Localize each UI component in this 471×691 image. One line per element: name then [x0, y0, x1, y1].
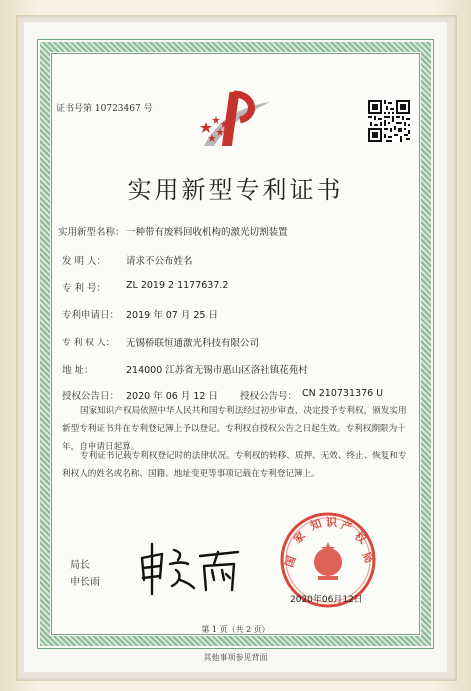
field-value-address: 214000 江苏省无锡市惠山区洛社镇花苑村	[126, 365, 308, 376]
field-label-application-date: 专利申请日：	[62, 310, 120, 321]
field-label-address: 地 址：	[62, 365, 94, 376]
grant-date-label: 授权公告日：	[62, 391, 120, 402]
field-label-patent-number: 专 利 号：	[62, 283, 107, 294]
svg-text:知: 知	[308, 516, 324, 533]
field-label-utility-model-name: 实用新型名称：	[58, 227, 125, 238]
director-title: 局长	[70, 560, 90, 571]
field-value-utility-model-name: 一种带有废料回收机构的激光切割装置	[126, 227, 288, 238]
cert-no-label: 证书号第	[56, 104, 93, 114]
cert-no-suffix: 号	[143, 104, 153, 114]
field-label-patentee: 专 利 权 人：	[62, 338, 115, 348]
director-name: 申长雨	[70, 577, 100, 588]
cert-no-value: 10723467	[94, 104, 141, 114]
field-value-patent-number: ZL 2019 2 1177637.2	[126, 280, 229, 291]
page-indicator: 第 1 页（共 2 页）	[201, 625, 270, 634]
footer-note: 其他事项参见背面	[203, 653, 268, 662]
director-signature	[134, 540, 246, 596]
grant-date-value: 2020 年 06 月 12 日	[126, 391, 218, 402]
svg-text:局: 局	[359, 549, 376, 566]
svg-text:识: 识	[326, 516, 337, 529]
certificate-paragraph-1: 国家知识产权局依照中华人民共和国专利法经过初步审查，决定授予专利权，颁发实用新型专利证书并在专利登记簿上予以登记。专利权自授权公告之日起生效。专利权期限为十年，自申请日起算。	[62, 406, 407, 452]
svg-text:产: 产	[339, 518, 354, 535]
document-title: 实用新型专利证书	[127, 176, 344, 204]
field-label-inventor: 发 明 人：	[62, 256, 107, 267]
field-value-inventor: 请求不公布姓名	[126, 256, 193, 267]
certificate-number	[56, 101, 153, 114]
cnipa-logo-icon	[196, 88, 274, 150]
svg-text:权: 权	[352, 529, 369, 547]
grant-number-label: 授权公告号：	[240, 391, 298, 402]
svg-text:国: 国	[282, 554, 299, 570]
field-value-patentee: 无锡桥联恒通激光科技有限公司	[126, 338, 260, 349]
certificate-paragraph-2: 专利证书记载专利权登记时的法律状况。专利权的转移、质押、无效、终止、恢复和专利权人的姓名或名称、国籍、地址变更等事项记载在专利登记簿上。	[62, 451, 407, 479]
seal-date: 2020年06月12日	[290, 595, 363, 605]
qr-code-icon	[368, 100, 410, 142]
svg-text:家: 家	[290, 529, 308, 547]
field-value-application-date: 2019 年 07 月 25 日	[126, 310, 218, 321]
grant-number-value: CN 210731376 U	[302, 388, 384, 399]
